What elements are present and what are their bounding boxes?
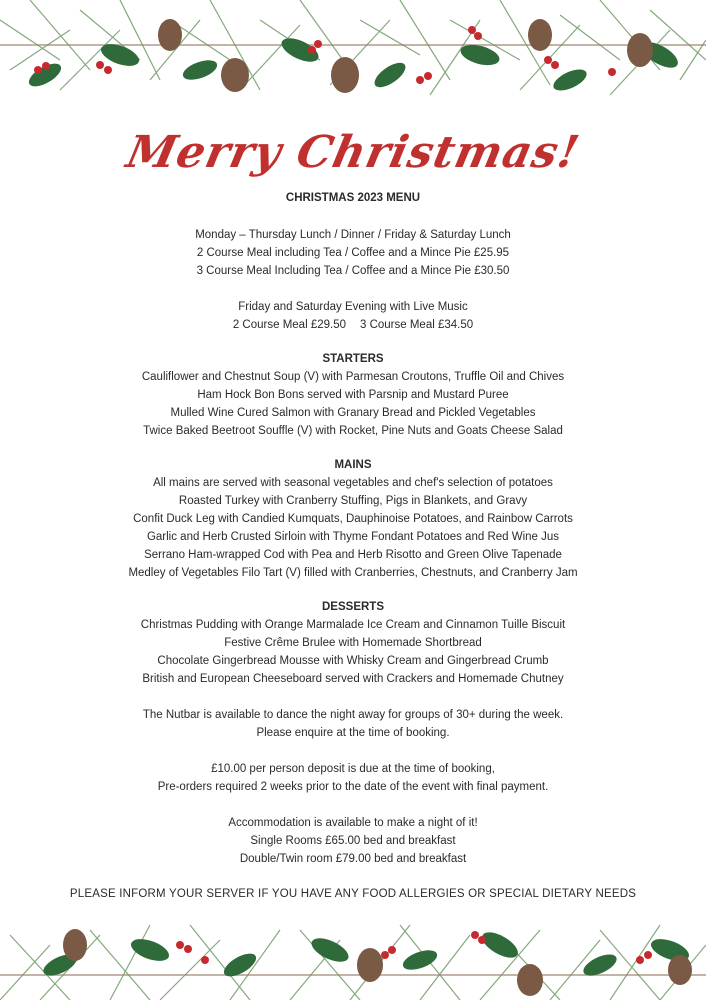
nutbar-notice	[0, 706, 706, 742]
menu-title: CHRISTMAS 2023 MENU	[285, 192, 421, 204]
evening-price-3course: 3 Course Meal £34.50	[360, 319, 474, 331]
evening-price-2course: 2 Course Meal £29.50	[232, 319, 346, 331]
allergy-notice: PLEASE INFORM YOUR SERVER IF YOU HAVE ANY FOOD ALLERGIES OR SPECIAL DIETARY NEEDS	[69, 888, 637, 900]
desserts-heading: DESSERTS	[322, 601, 384, 613]
deposit-line: Pre-orders required 2 weeks prior to the date of the event with final payment.	[157, 781, 549, 793]
nutbar-line: Please enquire at the time of booking.	[256, 727, 450, 739]
list-item: Confit Duck Leg with Candied Kumquats, Dauphinoise Potatoes, and Rainbow Carrots	[133, 513, 573, 525]
deposit-notice	[0, 760, 706, 796]
bottom-garland	[0, 905, 706, 1000]
evening-prices	[0, 316, 706, 334]
lunch-line: Monday – Thursday Lunch / Dinner / Friday & Saturday Lunch	[195, 229, 511, 241]
list-item: Twice Baked Beetroot Souffle (V) with Rocket, Pine Nuts and Goats Cheese Salad	[143, 425, 563, 437]
lunch-line: 3 Course Meal Including Tea / Coffee and a Mince Pie £30.50	[196, 265, 510, 277]
accommodation-notice	[0, 814, 706, 868]
list-item: Chocolate Gingerbread Mousse with Whisky Cream and Gingerbread Crumb	[157, 655, 549, 667]
accommodation-line: Accommodation is available to make a night of it!	[228, 817, 478, 829]
holly-pine-garland-icon	[0, 0, 706, 130]
list-item: All mains are served with seasonal vegetables and chef's selection of potatoes	[153, 477, 553, 489]
accommodation-line: Double/Twin room £79.00 bed and breakfast	[239, 853, 467, 865]
menu-content	[0, 128, 706, 903]
list-item: Garlic and Herb Crusted Sirloin with Thyme Fondant Potatoes and Red Wine Jus	[146, 531, 560, 543]
accommodation-line: Single Rooms £65.00 bed and breakfast	[250, 835, 456, 847]
holly-pine-garland-icon	[0, 905, 706, 1000]
mains-heading: MAINS	[334, 459, 372, 471]
desserts-list	[0, 616, 706, 688]
mains-list	[0, 474, 706, 582]
nutbar-line: The Nutbar is available to dance the night away for groups of 30+ during the week.	[142, 709, 564, 721]
evening-section	[0, 298, 706, 334]
list-item: Cauliflower and Chestnut Soup (V) with Parmesan Croutons, Truffle Oil and Chives	[141, 371, 565, 383]
list-item: Christmas Pudding with Orange Marmalade Ice Cream and Cinnamon Tuille Biscuit	[140, 619, 566, 631]
list-item: Medley of Vegetables Filo Tart (V) filled with Cranberries, Chestnuts, and Cranberry Jam	[128, 567, 578, 579]
deposit-line: £10.00 per person deposit is due at the time of booking,	[211, 763, 495, 775]
list-item: Mulled Wine Cured Salmon with Granary Bread and Pickled Vegetables	[170, 407, 536, 419]
top-garland	[0, 0, 706, 130]
starters-list	[0, 368, 706, 440]
starters-heading: STARTERS	[322, 353, 384, 365]
list-item: British and European Cheeseboard served with Crackers and Homemade Chutney	[142, 673, 564, 685]
lunch-section	[0, 226, 706, 280]
evening-line: Friday and Saturday Evening with Live Music	[238, 301, 468, 313]
list-item: Serrano Ham-wrapped Cod with Pea and Herb Risotto and Green Olive Tapenade	[144, 549, 562, 561]
lunch-line: 2 Course Meal including Tea / Coffee and a Mince Pie £25.95	[196, 247, 510, 259]
list-item: Roasted Turkey with Cranberry Stuffing, Pigs in Blankets, and Gravy	[178, 495, 528, 507]
list-item: Ham Hock Bon Bons served with Parsnip and Mustard Puree	[197, 389, 509, 401]
script-title: Merry Christmas!	[122, 127, 585, 178]
list-item: Festive Crême Brulee with Homemade Shortbread	[224, 637, 482, 649]
